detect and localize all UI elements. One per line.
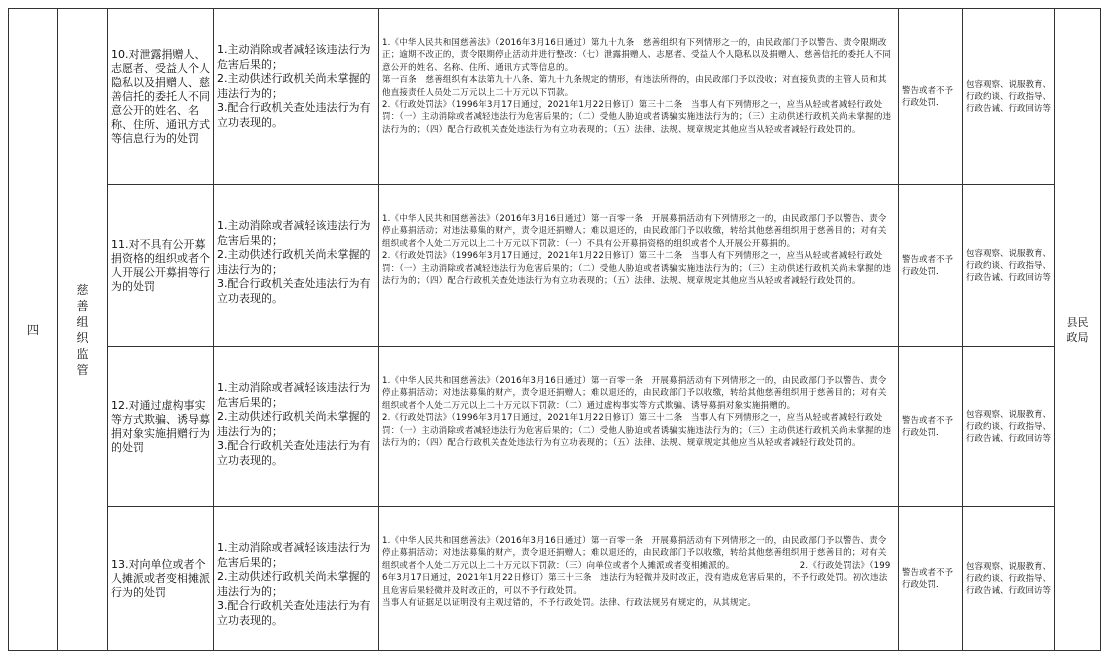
penalty-standard: 警告或者不予行政处罚． — [899, 507, 963, 651]
table-row — [9, 347, 1101, 507]
table-row — [9, 507, 1101, 651]
penalty-standard: 警告或者不予行政处罚． — [899, 9, 963, 185]
enforcement-measures: 包容观察、说服教育、行政约谈、行政指导、行政告诫、行政回访等 — [963, 9, 1055, 185]
mitigating-conditions: 1.主动消除或者减轻该违法行为危害后果的； 2.主动供述行政机关尚未掌握的违法行为的； 3.配合行政机关查处违法行为有立功表现的。 — [214, 9, 379, 185]
mitigating-conditions: 1.主动消除或者减轻该违法行为危害后果的； 2.主动供述行政机关尚未掌握的违法行为的； 3.配合行政机关查处违法行为有立功表现的。 — [214, 347, 379, 507]
item-name: 11.对不具有公开募捐资格的组织或者个人开展公开募捐等行为的处罚 — [108, 185, 214, 347]
authority-label: 县民政局 — [1066, 315, 1089, 344]
item-name: 12.对通过虚构事实等方式欺骗、诱导募捐对象实施捐赠行为的处罚 — [108, 347, 214, 507]
item-name: 13.对向单位或者个人摊派或者变相摊派行为的处罚 — [108, 507, 214, 651]
authority-cell — [1055, 9, 1101, 651]
enforcement-measures: 包容观察、说服教育、行政约谈、行政指导、行政告诫、行政回访等 — [963, 185, 1055, 347]
enforcement-measures: 包容观察、说服教育、行政约谈、行政指导、行政告诫、行政回访等 — [963, 347, 1055, 507]
item-name: 10.对泄露捐赠人、志愿者、受益人个人隐私以及捐赠人、慈善信托的委托人不同意公开的姓名、名称、住所、通讯方式等信息行为的处罚 — [108, 9, 214, 185]
category-label: 慈善组织监管 — [76, 282, 89, 377]
penalty-standard: 警告或者不予行政处罚． — [899, 185, 963, 347]
mitigating-conditions: 1.主动消除或者减轻该违法行为危害后果的； 2.主动供述行政机关尚未掌握的违法行为的； 3.配合行政机关查处违法行为有立功表现的。 — [214, 507, 379, 651]
table-row — [9, 185, 1101, 347]
legal-basis: 1.《中华人民共和国慈善法》（2016年3月16日通过）第一百零一条 开展募捐活动有下列情形之一的，由民政部门予以警告、责令停止募捐活动；对违法募集的财产，责令退还捐赠人；难以退还的，由民政部门予以收缴，转给其他慈善组织用于慈善目的；对有关组织或者个人处二万元以上二十万元以下罚款：（一）不具有公开募捐资格的组织或者个人开展公开募捐的。 2.《行政处罚法》（1996年3月17日通过，2021年1月22日修订）第三十二条 当事人有下列情形之一，应当从轻或者减轻行政处罚：（一）主动消除或者减轻违法行为危害后果的；（二）受他人胁迫或者诱骗实施违法行为的；（三）主动供述行政机关尚未掌握的违法行为的；（四）配合行政机关查处违法行为有立功表现的；（五）法律、法规、规章规定其他应当从轻或者减轻行政处罚的。 — [379, 185, 899, 347]
penalty-standard: 警告或者不予行政处罚． — [899, 347, 963, 507]
category-cell — [58, 9, 108, 651]
section-number: 四 — [9, 9, 58, 651]
mitigating-conditions: 1.主动消除或者减轻该违法行为危害后果的； 2.主动供述行政机关尚未掌握的违法行为的； 3.配合行政机关查处违法行为有立功表现的。 — [214, 185, 379, 347]
legal-basis: 1.《中华人民共和国慈善法》（2016年3月16日通过）第九十九条 慈善组织有下列情形之一的，由民政部门予以警告、责令限期改正；逾期不改正的，责令限期停止活动并进行整改：（七）泄露捐赠人、志愿者、受益人个人隐私以及捐赠人、慈善信托的委托人不同意公开的姓名、名称、住所、通讯方式等信息的。 第一百条 慈善组织有本法第九十八条、第九十九条规定的情形，有违法所得的，由民政部门予以没收；对直接负责的主管人员和其他直接责任人员处二万元以上二十万元以下罚款。 2.《行政处罚法》（1996年3月17日通过，2021年1月22日修订）第三十二条 当事人有下列情形之一，应当从轻或者减轻行政处罚：（一）主动消除或者减轻违法行为危害后果的；（二）受他人胁迫或者诱骗实施违法行为的；（三）主动供述行政机关尚未掌握的违法行为的；（四）配合行政机关查处违法行为有立功表现的；（五）法律、法规、规章规定其他应当从轻或者减轻行政处罚的。 — [379, 9, 899, 185]
legal-basis: 1.《中华人民共和国慈善法》（2016年3月16日通过）第一百零一条 开展募捐活动有下列情形之一的，由民政部门予以警告、责令停止募捐活动；对违法募集的财产，责令退还捐赠人；难以退还的，由民政部门予以收缴，转给其他慈善组织用于慈善目的；对有关组织或者个人处二万元以上二十万元以下罚款：（三）向单位或者个人摊派或者变相摊派的。 2.《行政处罚法》（1996年3月17日通过，2021年1月22日修订）第三十三条 违法行为轻微并及时改正，没有造成危害后果的，不予行政处罚。初次违法且危害后果轻微并及时改正的，可以不予行政处罚。 当事人有证据足以证明没有主观过错的，不予行政处罚。法律、行政法规另有规定的，从其规定。 — [379, 507, 899, 651]
penalty-table — [8, 8, 1101, 651]
legal-basis: 1.《中华人民共和国慈善法》（2016年3月16日通过）第一百零一条 开展募捐活动有下列情形之一的，由民政部门予以警告、责令停止募捐活动；对违法募集的财产，责令退还捐赠人；难以退还的，由民政部门予以收缴，转给其他慈善组织用于慈善目的；对有关组织或者个人处二万元以上二十万元以下罚款：（二）通过虚构事实等方式欺骗、诱导募捐对象实施捐赠的。 2.《行政处罚法》（1996年3月17日通过，2021年1月22日修订）第三十二条 当事人有下列情形之一，应当从轻或者减轻行政处罚：（一）主动消除或者减轻违法行为危害后果的；（二）受他人胁迫或者诱骗实施违法行为的；（三）主动供述行政机关尚未掌握的违法行为的；（四）配合行政机关查处违法行为有立功表现的；（五）法律、法规、规章规定其他应当从轻或者减轻行政处罚的。 — [379, 347, 899, 507]
enforcement-measures: 包容观察、说服教育、行政约谈、行政指导、行政告诫、行政回访等 — [963, 507, 1055, 651]
table-row — [9, 9, 1101, 185]
